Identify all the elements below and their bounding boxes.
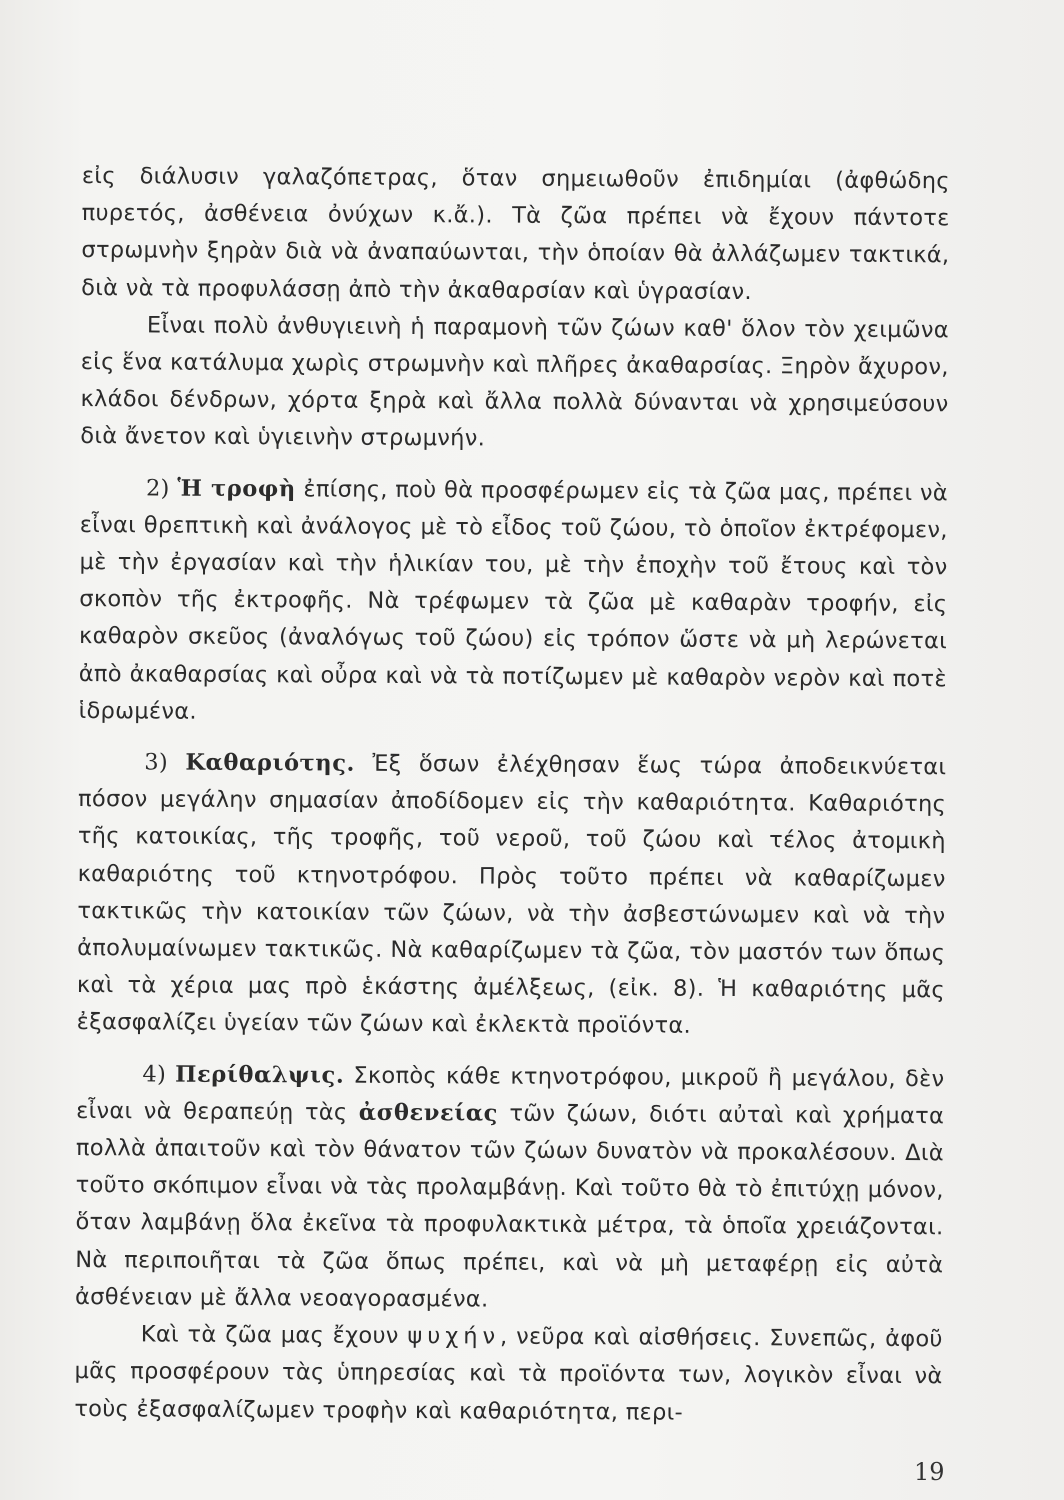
section-food-heading: Ἡ τροφὴ xyxy=(177,475,296,502)
section-care-bold-word: ἀσθενείας xyxy=(358,1099,499,1127)
section-food-number: 2) xyxy=(145,475,170,502)
section-care xyxy=(75,1056,945,1322)
section-care-heading: Περίθαλψις. xyxy=(175,1061,345,1089)
paragraph-winter-shelter: Εἶναι πολὺ ἀνθυγιεινὴ ἡ παραμονὴ τῶν ζώων καθ' ὅλον τὸν χειμῶνα εἰς ἕνα κατάλυμα χωρὶς στρωμνὴν καὶ πλῆρες ἀκαθαρσίας. Ξηρὸν ἄχυρον, κλάδοι δένδρων, χόρτα ξηρὰ καὶ ἄλλα πολλὰ δύνανται νὰ χρησιμεύσουν διὰ ἄνετον καὶ ὑγιεινὴν στρωμνήν. xyxy=(80,312,950,452)
section-cleanliness-heading: Καθαριότης. xyxy=(185,749,356,777)
section-care-number: 4) xyxy=(142,1061,167,1088)
paragraph-animals-soul-a: Καὶ τὰ ζῶα μας ἔχουν xyxy=(140,1321,408,1350)
page-body xyxy=(74,158,950,1433)
section-care-text-b: τῶν ζώων, διότι αὐταὶ καὶ χρήματα πολλὰ ἀπαιτοῦν καὶ τὸν θάνατον τῶν ζώων δυνατὸν νὰ προκαλέσουν. Διὰ τοῦτο σκόπιμον εἶναι νὰ τὰς προλαμβάνῃ. Καὶ τοῦτο θὰ τὸ ἐπιτύχῃ μόνον, ὅταν λαμβάνῃ ὅλα ἐκεῖνα τὰ προφυλακτικὰ μέτρα, τὰ ὁποῖα χρειάζονται. Νὰ περιποιῆται τὰ ζῶα ὅπως πρέπει, καὶ νὰ μὴ μεταφέρῃ εἰς αὐτὰ ἀσθένειαν μὲ ἄλλα νεοαγορασμένα. xyxy=(74,1100,945,1313)
section-food-text: ἐπίσης, ποὺ θὰ προσφέρωμεν εἰς τὰ ζῶα μας, πρέπει νὰ εἶναι θρεπτικὴ καὶ ἀνάλογος μὲ τὸ εἶδος τοῦ ζώου, τὸ ὁποῖον ἐκτρέφομεν, μὲ τὴν ἐργασίαν καὶ τὴν ἡλικίαν του, μὲ τὴν ἐποχὴν τοῦ ἔτους καὶ τὸν σκοπὸν τῆς ἐκτροφῆς. Νὰ τρέφωμεν τὰ ζῶα μὲ καθαρὰν τροφήν, εἰς καθαρὸν σκεῦος (ἀναλόγως τοῦ ζώου) εἰς τρόπον ὥστε νὰ μὴ λερώνεται ἀπὸ ἀκαθαρσίας καὶ οὖρα καὶ νὰ τὰ ποτίζωμεν μὲ καθαρὸν νερὸν καὶ ποτὲ ἱδρωμένα. xyxy=(78,475,949,725)
section-cleanliness xyxy=(77,744,947,1047)
paragraph-animals-soul-spaced: ψυχήν xyxy=(407,1323,501,1350)
section-cleanliness-text: Ἐξ ὅσων ἐλέχθησαν ἕως τώρα ἀποδεικνύεται πόσον μεγάλην σημασίαν ἀποδίδομεν εἰς τὴν καθαριότητα. Καθαριότης τῆς κατοικίας, τῆς τροφῆς, τοῦ νεροῦ, τοῦ ζώου καὶ τέλος ἀτομικὴ καθαριότης τοῦ κτηνοτρόφου. Πρὸς τοῦτο πρέπει νὰ καθαρίζωμεν τακτικῶς τὴν κατοικίαν τῶν ζώων, νὰ τὴν ἀσβεστώνωμεν καὶ νὰ τὴν ἀπολυμαίνωμεν τακτικῶς. Νὰ καθαρίζωμεν τὰ ζῶα, τὸν μαστόν των ὅπως καὶ τὰ χέρια μας πρὸ ἑκάστης ἀμέλξεως, (εἰκ. 8). Ἡ καθαριότης μᾶς ἐξασφαλίζει ὑγείαν τῶν ζώων καὶ ἐκλεκτὰ προϊόντα. xyxy=(76,750,947,1040)
page-number: 19 xyxy=(914,1458,945,1486)
section-cleanliness-number: 3) xyxy=(144,749,169,776)
section-food xyxy=(79,470,949,736)
paragraph-bedding: εἰς διάλυσιν γαλαζόπετρας, ὅταν σημειωθοῦν ἐπιδημίαι (ἀφθώδης πυρετός, ἀσθένεια ὀνύχων κ.ἄ.). Τὰ ζῶα πρέπει νὰ ἔχουν πάντοτε στρωμνὴν ξηρὰν διὰ νὰ ἀναπαύωνται, τὴν ὁποίαν θὰ ἀλλάζωμεν τακτικά, διὰ νὰ τὰ προφυλάσσῃ ἀπὸ τὴν ἀκαθαρσίαν καὶ ὑγρασίαν. xyxy=(81,162,950,305)
paragraph-animals-soul-b: , νεῦρα καὶ αἰσθήσεις. Συνεπῶς, ἀφοῦ μᾶς προσφέρουν τὰς ὑπηρεσίας καὶ τὰ προϊόντα των, λογικὸν εἶναι νὰ τοὺς ἐξασφαλίζωμεν τροφὴν καὶ καθαριότητα, περι- xyxy=(74,1323,943,1426)
paragraph-animals-soul xyxy=(74,1316,943,1433)
section-care-text-a: Σκοπὸς κάθε κτηνοτρόφου, μικροῦ ἢ μεγάλου, δὲν εἶναι νὰ θεραπεύῃ τὰς xyxy=(76,1062,945,1126)
